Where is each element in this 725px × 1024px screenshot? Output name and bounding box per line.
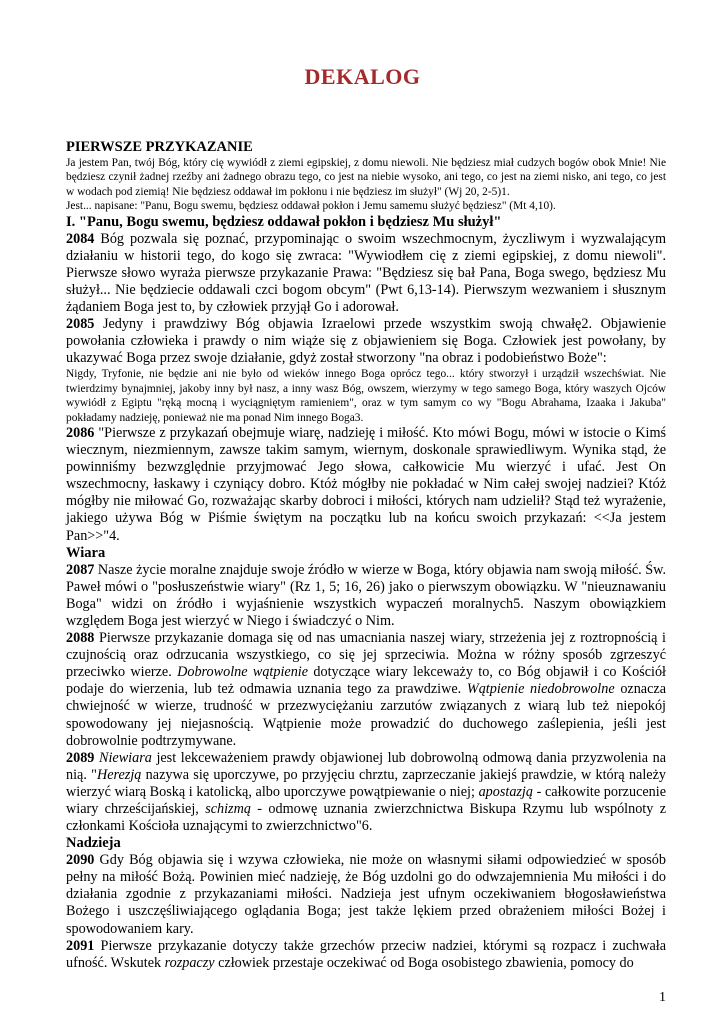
- paragraph-number: 2086: [66, 425, 95, 441]
- intro-paragraph-2: Jest... napisane: "Panu, Bogu swemu, będziesz oddawał pokłon i Jemu samemu służyć będziesz" (Mt 4,10).: [66, 200, 556, 213]
- emphasis-term: rozpaczy: [164, 954, 215, 971]
- emphasis-term: Herezją: [96, 766, 142, 783]
- emphasis-term: Niewiara: [99, 749, 152, 766]
- paragraph-text: Pierwsze przykazanie domaga się od nas umacniania naszej wiary, strzeżenia jej z roztropnością i czujnością oraz odrzucania wszystkiego, co się jej sprzeciwia. Można w różny sposób zgrzeszyć przeciwko wierze.: [66, 630, 666, 681]
- paragraph-text: "Pierwsze z przykazań obejmuje wiarę, nadzieję i miłość. Kto mówi Bogu, mówi w istocie o Kimś wiecznym, niezmiennym, zawsze takim samym, wiernym, doskonale sprawiedliwym. Wynika stąd, że powinniśmy bezwzględnie przyjmować Jego słowa, całkowicie Mu wierzyć i ufać. Jest On wszechmocny, łaskawy i czyniący dobro. Któż mógłby nie pokładać w Nim całej swojej nadziei? Któż mógłby nie miłować Go, rozważając skarby dobroci i miłości, których nam udzielił? Stąd też wyrażenie, jakiego używa Bóg w Piśmie świętym na początku lub na końcu swoich przykazań: <<Ja jestem Pan>>"4.: [66, 425, 666, 544]
- emphasis-term: Dobrowolne wątpienie: [177, 664, 309, 681]
- paragraph-text: człowiek przestaje oczekiwać od Boga osobistego zbawienia, pomocy do: [214, 954, 634, 971]
- paragraph-2090: [66, 852, 666, 937]
- paragraph-text: dotyczące wiary lekceważy to, co Bóg objawił i co Kościół podaje do wierzenia, lub też odmawia uznania tego za prawdziwe.: [66, 664, 666, 698]
- page-number: 1: [659, 990, 666, 1005]
- paragraph-2087: [66, 562, 666, 630]
- paragraph-text: oznacza chwiejność w wierze, trudność w przezwyciężaniu zarzutów związanych z wiarą lub też niepokój spowodowany jej niejasnością. Wątpienie może prowadzić do duchowego zaślepienia, jeśli jest dobrowolnie podtrzymywane.: [66, 681, 666, 749]
- paragraph-2089: [66, 750, 666, 835]
- paragraph-text: jest lekceważeniem prawdy objawionej lub dobrowolną odmową dania przyzwolenia na nią. ": [66, 749, 667, 783]
- paragraph-text: nazywa się uporczywe, po przyjęciu chrztu, zaprzeczanie jakiejś prawdzie, w którą należy wierzyć wiarą Boską i katolicką, albo uporczywe powątpiewanie o niej;: [66, 766, 666, 800]
- paragraph-2086: [66, 425, 666, 545]
- intro-paragraph: Ja jestem Pan, twój Bóg, który cię wywiódł z ziemi egipskiej, z domu niewoli. Nie będziesz miał cudzych bogów obok Mnie! Nie będziesz czynił żadnej rzeźby ani żadnego obrazu tego, co jest na niebie wysoko, ani tego, co jest na ziemi nisko, ani tego, co jest w wodach pod ziemią! Nie będziesz oddawał im pokłonu i nie będziesz im służył" (Wj 20, 2-5)1.: [66, 157, 666, 198]
- paragraph-text: Nasze życie moralne znajduje swoje źródło w wierze w Boga, który objawia nam swoją miłość. Św. Paweł mówi o "posłuszeństwie wiary" (Rz 1, 5; 16, 26) jako o pierwszym obowiązku. W "nieuznawaniu Boga" widzi on źródło i wyjaśnienie wszystkich wypaczeń moralnych5. Naszym obowiązkiem względem Boga jest wierzyć w Niego i świadczyć o Nim.: [66, 561, 666, 629]
- paragraph-text: Pierwsze przykazanie dotyczy także grzechów przeciw nadziei, którymi są rozpacz i zuchwała ufność. Wskutek: [66, 937, 666, 971]
- emphasis-term: Wątpienie niedobrowolne: [466, 681, 615, 698]
- paragraph-2084: [66, 231, 666, 316]
- paragraph-text: Bóg pozwala się poznać, przypominając o swoim wszechmocnym, życzliwym i wyzwalającym działaniu w historii tego, do kogo się zwraca: "Wywiodłem cię z ziemi egipskiej, z domu niewoli". Pierwsze słowo wyraża pierwsze przykazanie Prawa: "Będziesz się bał Pana, Boga swego, będziesz Mu służył... Nie będziecie oddawali czci bogom obcym" (Pwt 6,13-14). Pierwszym wezwaniem i słusznym żądaniem Boga jest to, by człowiek przyjął Go i adorował.: [66, 230, 666, 315]
- paragraph-2085: [66, 316, 666, 367]
- paragraph-2088: [66, 630, 666, 750]
- paragraph-text: - odmowę uznania zwierzchnictwa Biskupa Rzymu lub wspólnoty z członkami Kościoła uznającymi to zwierzchnictwo"6.: [66, 800, 667, 835]
- quote-block: Nigdy, Tryfonie, nie będzie ani nie było od wieków innego Boga oprócz tego... który stworzył i urządził wszechświat. Nie twierdzimy bynajmniej, jakoby inny był nasz, a inny wasz Bóg, owszem, wierzymy w tego samego Boga, który waszych Ojców wywiódł z Egiptu "ręką mocną i wyciągniętym ramieniem", oraz w tym samym co wy "Bogu Abrahama, Izaaka i Jakuba" pokładamy nadzieję, ponieważ nie ma ponad Nim innego Boga3.: [66, 368, 666, 424]
- paragraph-number: 2088: [66, 630, 95, 647]
- paragraph-text: Gdy Bóg objawia się i wzywa człowieka, nie może on własnymi siłami odpowiedzieć w sposób pełny na miłość Bożą. Powinien mieć nadzieję, że Bóg uzdolni go do odwzajemnienia Mu miłości i do działania zgodnie z przykazaniami miłości. Nadzieja jest ufnym oczekiwaniem błogosławieństwa Bożego i uszczęśliwiającego oglądania Boga; jest także lękiem przed obrażeniem miłości Bożej i spowodowaniem kary.: [66, 852, 666, 937]
- subheading-hope: Nadzieja: [66, 835, 121, 852]
- emphasis-term: apostazją: [478, 783, 533, 800]
- paragraph-2091: [66, 938, 666, 972]
- emphasis-term: schizmą: [205, 800, 251, 817]
- paragraph-number: 2090: [66, 852, 95, 869]
- paragraph-text: - całkowite porzucenie wiary chrześcijańskiej,: [66, 783, 666, 817]
- section-heading: PIERWSZE PRZYKAZANIE: [66, 139, 253, 155]
- paragraph-number: 2087: [66, 561, 95, 578]
- document-body: [66, 139, 666, 972]
- subheading-faith: Wiara: [66, 544, 106, 561]
- paragraph-number: 2089: [66, 749, 95, 766]
- subheading-adoration: I. "Panu, Bogu swemu, będziesz oddawał pokłon i będziesz Mu służył": [66, 213, 502, 230]
- document-title: DEKALOG: [304, 64, 421, 89]
- paragraph-number: 2084: [66, 230, 95, 247]
- paragraph-number: 2085: [66, 316, 95, 333]
- paragraph-number: 2091: [66, 937, 95, 954]
- paragraph-text: Jedyny i prawdziwy Bóg objawia Izraelowi przede wszystkim swoją chwałę2. Objawienie powołania człowieka i prawdy o nim wiąże się z objawieniem się Boga. Człowiek jest powołany, by ukazywać Boga przez swoje działanie, gdyż został stworzony "na obraz i podobieństwo Boże":: [66, 316, 666, 367]
